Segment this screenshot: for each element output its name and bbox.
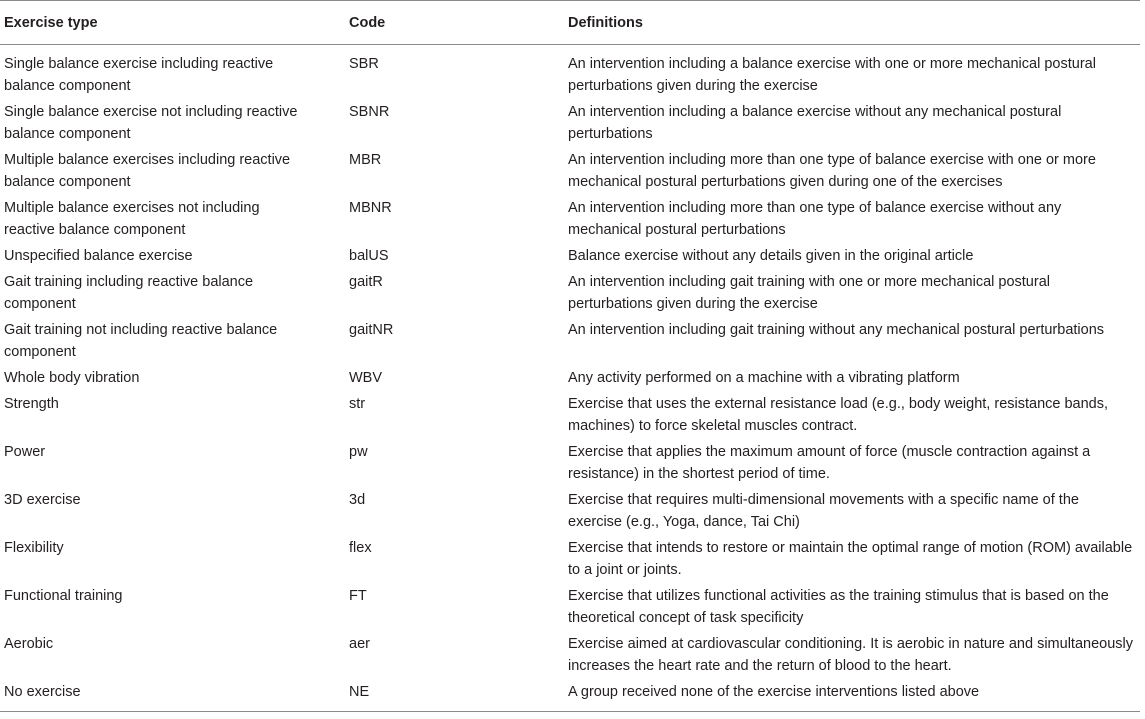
definition-cell: An intervention including a balance exercise without any mechanical postural perturbations bbox=[568, 104, 1062, 142]
code-cell: gaitR bbox=[349, 274, 383, 290]
definition-cell: An intervention including gait training with one or more mechanical postural perturbations given during the exercise bbox=[568, 274, 1050, 312]
definition-cell: Exercise that intends to restore or maintain the optimal range of motion (ROM) available to a joint or joints. bbox=[568, 540, 1133, 578]
table-body bbox=[0, 45, 1140, 712]
definition-cell: An intervention including more than one type of balance exercise without any mechanical postural perturbations bbox=[568, 200, 1062, 238]
exercise-type-cell: Multiple balance exercises not including reactive balance component bbox=[4, 200, 260, 238]
table-row bbox=[0, 146, 1140, 194]
exercise-type-cell: Functional training bbox=[4, 588, 123, 604]
definition-cell: An intervention including gait training without any mechanical postural perturbations bbox=[568, 322, 1105, 338]
code-cell: str bbox=[349, 396, 366, 412]
table-row bbox=[0, 242, 1140, 268]
code-cell: aer bbox=[349, 636, 370, 652]
table-row bbox=[0, 364, 1140, 390]
exercise-type-cell: Whole body vibration bbox=[4, 370, 140, 386]
table-row bbox=[0, 316, 1140, 364]
table-row bbox=[0, 45, 1140, 99]
code-cell: balUS bbox=[349, 248, 389, 264]
exercise-type-cell: Single balance exercise including reactive balance component bbox=[4, 56, 274, 94]
table-row bbox=[0, 98, 1140, 146]
exercise-type-cell: Aerobic bbox=[4, 636, 54, 652]
definition-cell: Exercise aimed at cardiovascular conditioning. It is aerobic in nature and simultaneously increases the heart rate and the return of blood to the heart. bbox=[568, 636, 1133, 674]
code-cell: MBR bbox=[349, 152, 382, 168]
header-definitions: Definitions bbox=[564, 0, 1140, 45]
definition-cell: A group received none of the exercise interventions listed above bbox=[564, 678, 1140, 712]
exercise-type-cell: 3D exercise bbox=[4, 492, 81, 508]
table-row bbox=[0, 390, 1140, 438]
exercise-type-cell: Multiple balance exercises including reactive balance component bbox=[4, 152, 291, 190]
exercise-type-cell: Gait training including reactive balance component bbox=[4, 274, 254, 312]
exercise-type-cell: Unspecified balance exercise bbox=[4, 248, 193, 264]
code-cell: NE bbox=[345, 678, 564, 712]
code-cell: MBNR bbox=[349, 200, 392, 216]
code-cell: SBNR bbox=[349, 104, 390, 120]
definition-cell: Exercise that uses the external resistance load (e.g., body weight, resistance bands, machines) to force skeletal muscles contract. bbox=[568, 396, 1109, 434]
exercise-type-cell: No exercise bbox=[0, 678, 345, 712]
definition-cell: An intervention including more than one type of balance exercise with one or more mechanical postural perturbations given during one of the exercises bbox=[568, 152, 1096, 190]
exercise-type-cell: Single balance exercise not including reactive balance component bbox=[4, 104, 298, 142]
definition-cell: Exercise that applies the maximum amount of force (muscle contraction against a resistance) in the shortest period of time. bbox=[568, 444, 1091, 482]
definition-cell: An intervention including a balance exercise with one or more mechanical postural perturbations given during the exercise bbox=[568, 56, 1096, 94]
table-row bbox=[0, 194, 1140, 242]
exercise-type-cell: Strength bbox=[4, 396, 59, 412]
code-cell: SBR bbox=[349, 56, 379, 72]
header-code: Code bbox=[345, 0, 564, 45]
header-row bbox=[0, 0, 1140, 45]
table-row bbox=[0, 582, 1140, 630]
exercise-type-cell: Power bbox=[4, 444, 46, 460]
code-cell: 3d bbox=[349, 492, 366, 508]
definition-cell: Balance exercise without any details given in the original article bbox=[568, 248, 974, 264]
code-cell: FT bbox=[349, 588, 367, 604]
table-row bbox=[0, 268, 1140, 316]
table-row bbox=[0, 534, 1140, 582]
exercise-type-cell: Gait training not including reactive balance component bbox=[4, 322, 278, 360]
header-exercise-type: Exercise type bbox=[0, 0, 345, 45]
code-cell: WBV bbox=[349, 370, 383, 386]
table-row bbox=[0, 486, 1140, 534]
table-row bbox=[0, 630, 1140, 678]
table-row bbox=[0, 438, 1140, 486]
code-cell: pw bbox=[349, 444, 368, 460]
exercise-type-cell: Flexibility bbox=[4, 540, 64, 556]
code-cell: gaitNR bbox=[349, 322, 394, 338]
code-cell: flex bbox=[349, 540, 372, 556]
definition-cell: Exercise that requires multi-dimensional movements with a specific name of the exercise (e.g., Yoga, dance, Tai Chi) bbox=[568, 492, 1079, 530]
definition-cell: Any activity performed on a machine with a vibrating platform bbox=[568, 370, 960, 386]
table-row bbox=[0, 678, 1140, 712]
definition-cell: Exercise that utilizes functional activities as the training stimulus that is based on the theoretical concept of task specificity bbox=[568, 588, 1109, 626]
